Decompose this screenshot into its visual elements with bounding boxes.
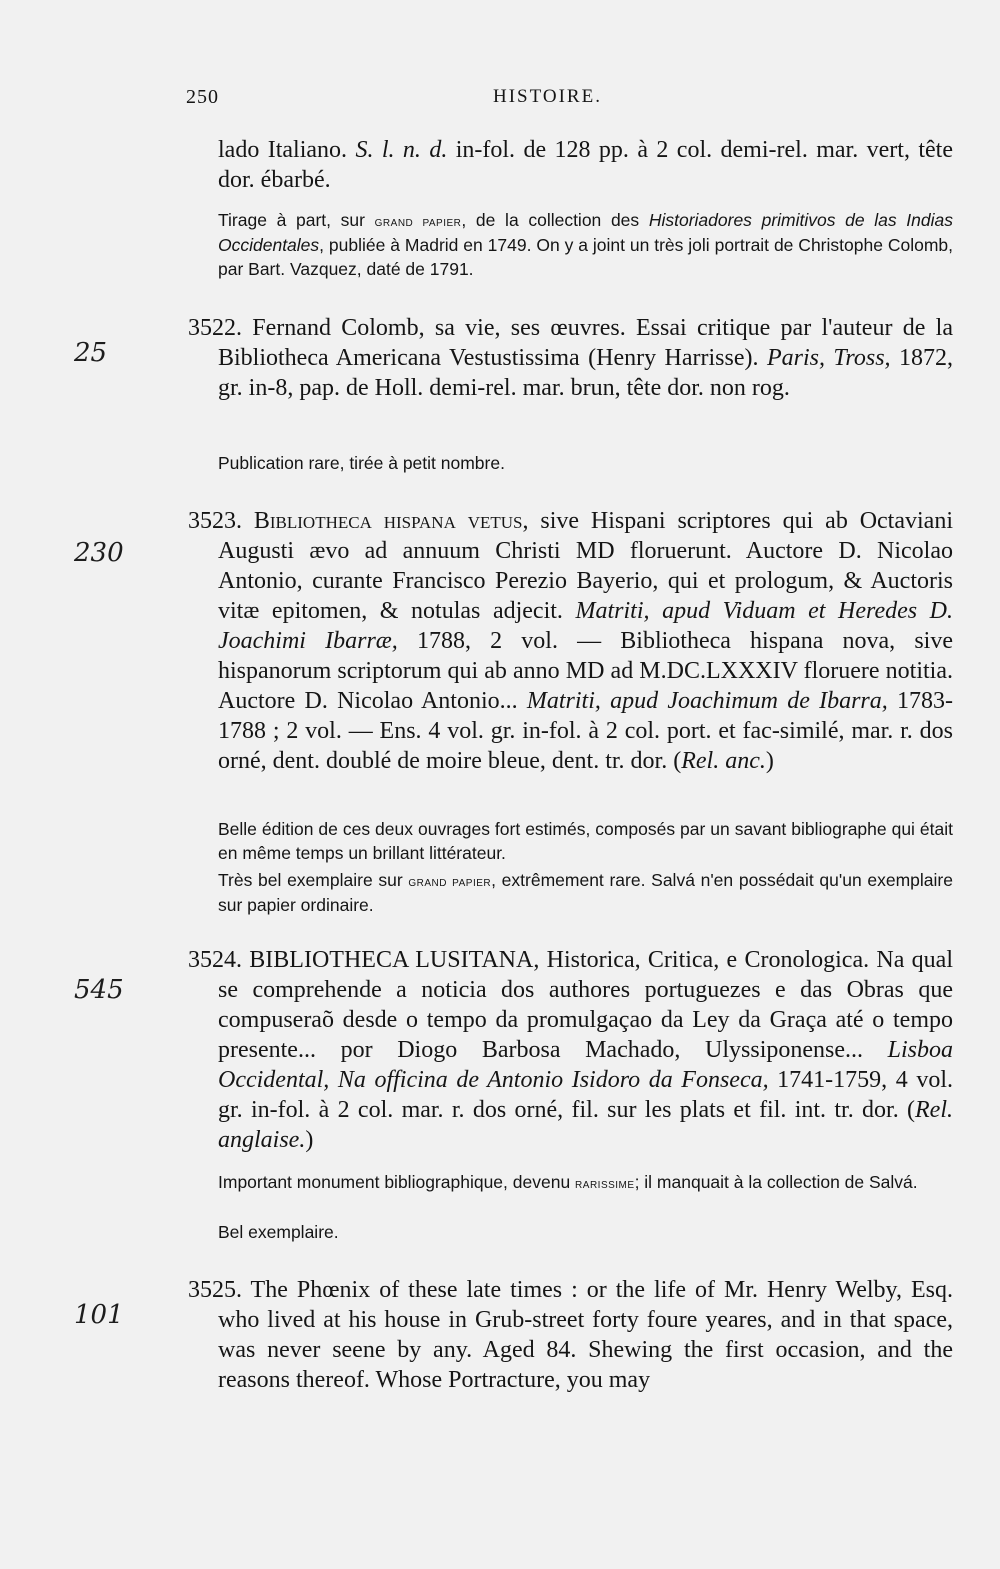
entry-text: lado Italiano. [218, 137, 356, 163]
entry-3522 [188, 313, 953, 403]
note-text: ; il manquait à la collection de Salvá. [634, 1172, 918, 1192]
page-number: 250 [186, 86, 219, 108]
note-text: Important monument bibliographique, devenu [218, 1172, 576, 1192]
entry-imprint: Matriti, apud Viduam et Heredes D. Joachimi Ibarræ, [218, 598, 953, 654]
entry-number: 3522. [188, 315, 242, 341]
entry-3523 [188, 506, 953, 776]
note-italic: Historiadores primitivos de las Indias Occidentales [218, 210, 953, 255]
note-text: Très bel exemplaire sur [218, 870, 409, 890]
entry-3521-continuation [188, 135, 953, 195]
entry-3524-note-2: Bel exemplaire. [218, 1222, 339, 1242]
entry-title: Bibliotheca hispana vetus [253, 508, 523, 534]
note-smallcaps: grand papier [408, 873, 492, 889]
margin-price-3522: 25 [74, 338, 108, 368]
note-text: , de la collection des [461, 210, 649, 230]
entry-imprint: Paris, Tross, [766, 345, 891, 371]
entry-text: 1788, 2 vol. — Bibliotheca hispana nova, sive hispanorum scriptorum qui ab anno MD ad M.DC.LXXXIV floruere notitia. Auctore D. Nicolao Antonio... [218, 628, 953, 714]
entry-number: 3525. [188, 1277, 242, 1303]
entry-number: 3524. [188, 947, 242, 973]
entry-text: 1741-1759, 4 vol. gr. in-fol. à 2 col. mar. r. dos orné, fil. sur les plats et fil. int. tr. dor. ( [218, 1067, 953, 1123]
entry-text: ) [305, 1127, 314, 1153]
note-smallcaps: grand papier [374, 213, 462, 229]
entry-imprint: Matriti, apud Joachimum de Ibarra, [526, 688, 888, 714]
note-text: , extrêmement rare. Salvá n'en possédait qu'un exemplaire sur papier ordinaire. [218, 870, 953, 915]
entry-3521-note [188, 208, 953, 281]
entry-3523-note-2 [188, 868, 953, 917]
entry-text: 1783-1788 ; 2 vol. — Ens. 4 vol. gr. in-fol. à 2 col. port. et fac-similé, mar. r. dos orné, dent. doublé de moire bleue, dent. tr. dor. ( [218, 688, 953, 774]
entry-text: in-fol. de 128 pp. à 2 col. demi-rel. mar. vert, tête dor. ébarbé. [218, 137, 953, 193]
margin-price-3524: 545 [74, 975, 124, 1005]
running-title: HISTOIRE. [493, 86, 602, 107]
entry-imprint: Lisboa Occidental, Na officina de Antonio Isidoro da Fonseca, [218, 1037, 953, 1093]
margin-price-3525: 101 [74, 1300, 124, 1330]
entry-text: , sive Hispani scriptores qui ab Octaviani Augusti ævo ad annuum Christi MD floruerunt. Auctore D. Nicolao Antonio, curante Francisco Perezio Bayerio, qui et prologum, & Auctoris vitæ epitomen, & notulas adjecit. [218, 508, 953, 624]
entry-3523-note-1: Belle édition de ces deux ouvrages fort estimés, composés par un savant bibliographe qui était en même temps un brillant littérateur. [218, 819, 953, 863]
note-text: Tirage à part, sur [218, 210, 375, 230]
entry-3524-note-1 [188, 1170, 953, 1195]
margin-price-3523: 230 [74, 538, 124, 568]
entry-text: ) [765, 748, 774, 774]
note-smallcaps: rarissime [575, 1175, 635, 1191]
note-text: , publiée à Madrid en 1749. On y a joint un très joli portrait de Christophe Colomb, par Bart. Vazquez, daté de 1791. [218, 235, 953, 279]
page-header [186, 86, 916, 116]
entry-imprint: S. l. n. d. [355, 137, 448, 163]
entry-3522-note: Publication rare, tirée à petit nombre. [218, 453, 505, 473]
entry-binding: Rel. anc. [681, 748, 766, 774]
entry-text: 1872, gr. in-8, pap. de Holl. demi-rel. mar. brun, tête dor. non rog. [218, 345, 953, 401]
entry-3524 [188, 945, 953, 1155]
entry-number: 3523. [188, 508, 242, 534]
entry-3525 [188, 1275, 953, 1395]
entry-binding: Rel. anglaise. [218, 1097, 953, 1153]
entry-text: BIBLIOTHECA LUSITANA, Historica, Critica, e Cronologica. Na qual se comprehende a noticia dos authores portuguezes e das Obras que compuseraõ desde o tempo da promulgaçao da Ley da Graça até o tempo presente... por Diogo Barbosa Machado, Ulyssiponense... [218, 947, 953, 1063]
entry-text: Fernand Colomb, sa vie, ses œuvres. Essai critique par l'auteur de la Bibliotheca Americana Vestustissima (Henry Harrisse). [218, 315, 953, 371]
entry-text: The Phœnix of these late times : or the life of Mr. Henry Welby, Esq. who lived at his house in Grub-street forty foure yeares, and in that space, was never seene by any. Aged 84. Shewing the first occasion, and the reasons thereof. Whose Portracture, you may [218, 1277, 953, 1393]
